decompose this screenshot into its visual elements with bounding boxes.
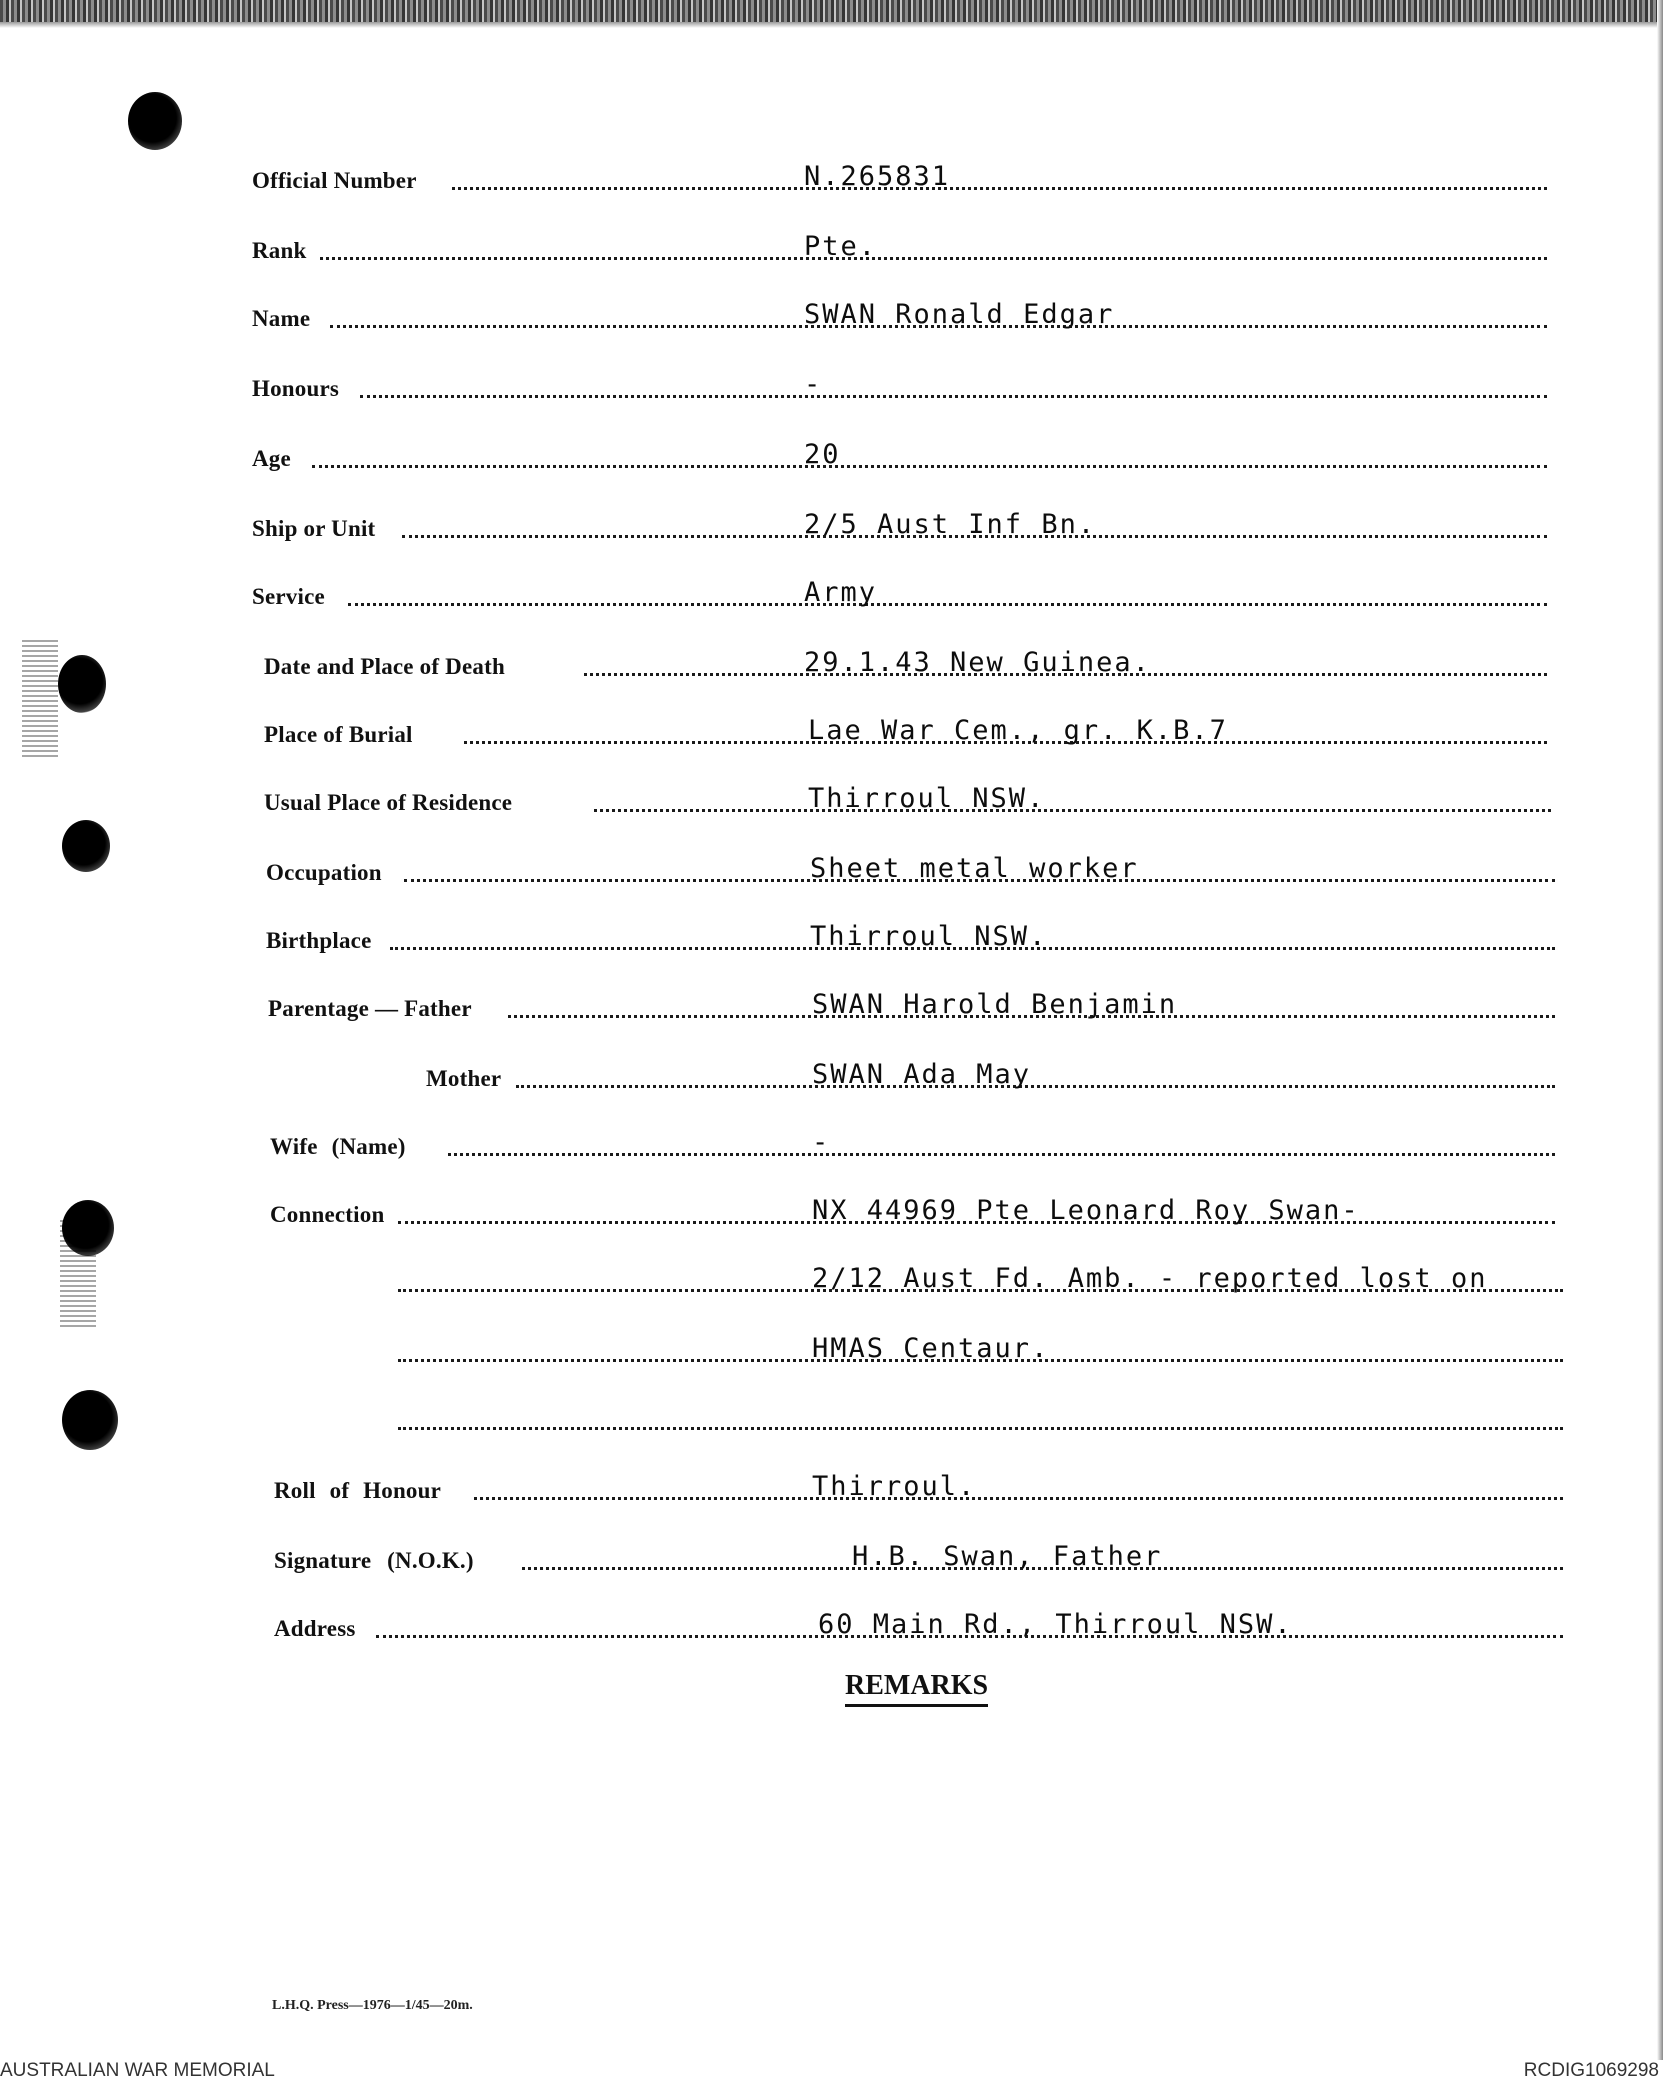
field-label: Mother [426, 1066, 502, 1091]
field-label: Ship or Unit [252, 516, 376, 541]
field-occupation [266, 852, 1555, 892]
field-value: Thirroul. [812, 1471, 977, 1502]
field-honours [252, 368, 1547, 408]
field-label: Roll of Honour [274, 1478, 442, 1503]
field-label: Wife (Name) [270, 1134, 406, 1159]
field-address [274, 1608, 1563, 1648]
field-label: Usual Place of Residence [264, 790, 513, 815]
field-value: SWAN Ronald Edgar [804, 299, 1115, 330]
archive-caption-left: AUSTRALIAN WAR MEMORIAL [0, 2060, 275, 2081]
dotted-leader [320, 257, 1547, 260]
field-value: - [804, 369, 823, 400]
field-value: SWAN Ada May [812, 1059, 1032, 1090]
dotted-leader [360, 395, 1547, 398]
field-label: Birthplace [266, 928, 372, 953]
field-name [252, 298, 1547, 338]
field-value: HMAS Centaur. [812, 1333, 1050, 1364]
field-label: Official Number [252, 168, 417, 193]
field-connection-cont-3 [398, 1400, 1563, 1440]
field-wife-name [270, 1126, 1555, 1166]
field-official-number [252, 160, 1547, 200]
field-roll-of-honour [274, 1470, 1563, 1510]
field-label: Connection [270, 1202, 385, 1227]
field-value: NX 44969 Pte Leonard Roy Swan- [812, 1195, 1360, 1226]
field-value: - [812, 1127, 831, 1158]
field-label: Honours [252, 376, 340, 401]
field-age [252, 438, 1547, 478]
field-value: 20 [804, 439, 841, 470]
remarks-heading: REMARKS [845, 1670, 988, 1707]
dotted-leader [398, 1427, 1563, 1430]
field-connection-cont-1 [398, 1262, 1563, 1302]
field-label: Occupation [266, 860, 382, 885]
archive-caption-right: RCDIG1069298 [1523, 2060, 1659, 2081]
field-connection-cont-2 [398, 1332, 1563, 1372]
field-value: Sheet metal worker [810, 853, 1139, 884]
field-value: 29.1.43 New Guinea. [804, 647, 1151, 678]
field-value: Thirroul NSW. [808, 783, 1046, 814]
field-label: Age [252, 446, 291, 471]
field-label: Rank [252, 238, 307, 263]
field-value: 2/5 Aust Inf Bn. [804, 509, 1097, 540]
scan-edge-top [0, 0, 1663, 22]
scan-smear [60, 1220, 96, 1330]
dotted-leader [474, 1497, 1563, 1500]
punch-hole [58, 655, 106, 713]
punch-hole [128, 92, 182, 150]
field-usual-residence [264, 782, 1551, 822]
field-ship-or-unit [252, 508, 1547, 548]
field-value: H.B. Swan, Father [852, 1541, 1163, 1572]
field-value: SWAN Harold Benjamin [812, 989, 1178, 1020]
field-birthplace [266, 920, 1555, 960]
field-label: Place of Burial [264, 722, 413, 747]
field-label: Service [252, 584, 325, 609]
field-label: Signature (N.O.K.) [274, 1548, 474, 1573]
field-parentage-mother [426, 1058, 1555, 1098]
field-connection [270, 1194, 1555, 1234]
field-value: N.265831 [804, 161, 951, 192]
printer-note: L.H.Q. Press—1976—1/45—20m. [272, 1998, 473, 2013]
dotted-leader [516, 1085, 1555, 1088]
field-label: Address [274, 1616, 356, 1641]
dotted-leader [348, 603, 1547, 606]
field-rank [252, 230, 1547, 270]
field-label: Date and Place of Death [264, 654, 505, 679]
field-label: Name [252, 306, 311, 331]
field-parentage-father [268, 988, 1555, 1028]
scan-edge-shadow [0, 22, 1663, 28]
field-value: Army [804, 577, 878, 608]
scan-smear [22, 640, 58, 760]
dotted-leader [312, 465, 1547, 468]
field-date-place-death [264, 646, 1547, 686]
scan-edge-right [1657, 0, 1663, 2060]
dotted-leader [448, 1153, 1555, 1156]
dotted-leader [594, 809, 1551, 812]
punch-hole [62, 1390, 118, 1450]
field-value: 2/12 Aust Fd. Amb. - reported lost on [812, 1263, 1488, 1294]
field-place-of-burial [264, 714, 1547, 754]
field-value: Lae War Cem., gr. K.B.7 [808, 715, 1228, 746]
field-value: Thirroul NSW. [810, 921, 1048, 952]
field-value: 60 Main Rd., Thirroul NSW. [818, 1609, 1293, 1640]
field-signature-nok [274, 1540, 1563, 1580]
field-value: Pte. [804, 231, 878, 262]
field-label: Parentage — Father [268, 996, 472, 1021]
dotted-leader [452, 187, 1547, 190]
field-service [252, 576, 1547, 616]
punch-hole [62, 820, 110, 872]
